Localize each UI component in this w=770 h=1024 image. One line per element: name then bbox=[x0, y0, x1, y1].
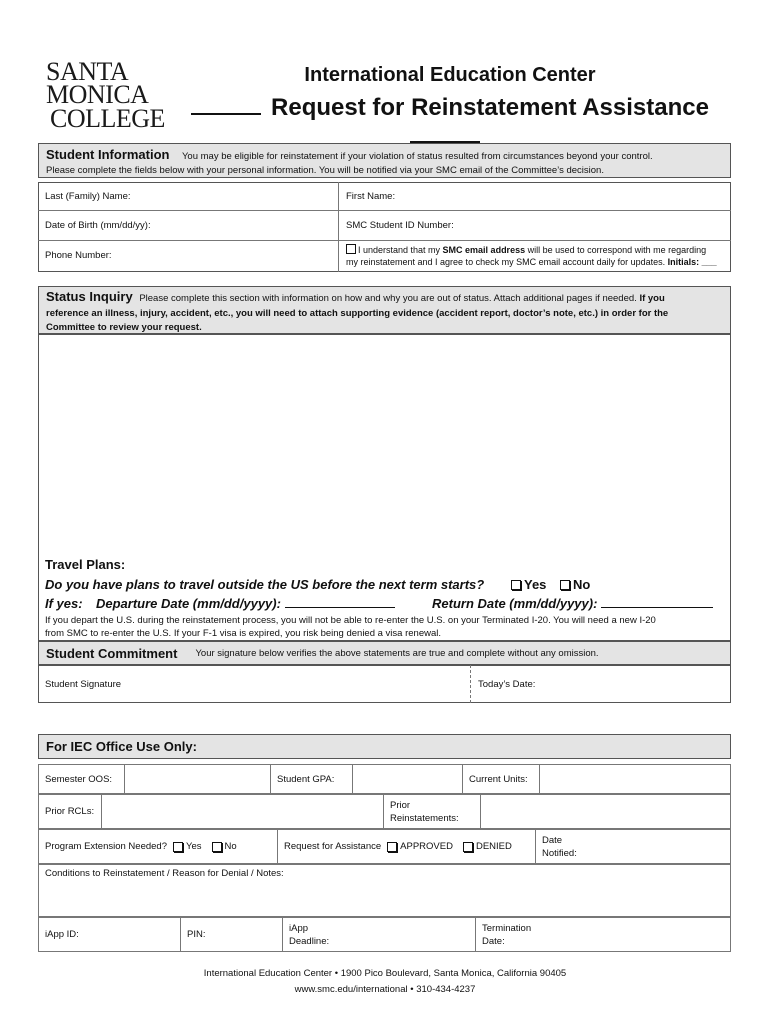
pin-field[interactable] bbox=[180, 917, 283, 952]
travel-question: Do you have plans to travel outside the US before the next term starts? bbox=[45, 577, 485, 592]
semester-oos-input[interactable] bbox=[124, 764, 271, 794]
gpa-label bbox=[270, 764, 353, 794]
prior-rcls-label bbox=[38, 794, 102, 829]
departure-date-field[interactable] bbox=[96, 596, 395, 611]
commitment-title: Student Commitment bbox=[46, 645, 178, 661]
travel-yes-label: Yes bbox=[524, 577, 547, 592]
termination-text-1: Termination bbox=[482, 922, 532, 934]
status-intro-d: Committee to review your request. bbox=[46, 322, 202, 333]
return-date-field[interactable] bbox=[432, 596, 713, 611]
req-assist-text: Request for Assistance bbox=[284, 841, 382, 852]
logo-line-3: COLLEGE bbox=[50, 103, 165, 133]
travel-note bbox=[45, 614, 656, 640]
travel-no-label: No bbox=[573, 577, 591, 592]
return-date-label: Return Date (mm/dd/yyyy): bbox=[432, 596, 602, 611]
consent-text-b: SMC email address bbox=[442, 245, 526, 255]
iapp-id-field[interactable] bbox=[38, 917, 181, 952]
semester-oos-text: Semester OOS: bbox=[45, 773, 113, 785]
status-intro-b: If you bbox=[639, 293, 665, 304]
travel-yes-checkbox[interactable] bbox=[511, 580, 521, 590]
travel-note-1: If you depart the U.S. during the reinstatement process, you will not be able to re-enter the U.S. on your Terminated I-20. You will need a new I-20 bbox=[45, 615, 656, 626]
prior-reinst-text-1: Prior bbox=[390, 799, 411, 811]
pin-text: PIN: bbox=[187, 929, 206, 940]
initials-field[interactable]: Initials: ___ bbox=[667, 257, 717, 267]
prog-ext-no-label: No bbox=[224, 841, 237, 852]
status-intro-c: reference an illness, injury, accident, etc., you will need to attach supporting evidence (accident report, doctor’s note, etc.) in order for the bbox=[46, 307, 669, 319]
college-logo bbox=[46, 57, 165, 133]
page-title bbox=[160, 94, 730, 150]
title-text: Request for Reinstatement Assistance bbox=[271, 94, 709, 121]
status-inquiry-textarea[interactable] bbox=[38, 334, 731, 641]
first-name-field[interactable]: First Name: bbox=[346, 191, 396, 202]
student-id-field[interactable]: SMC Student ID Number: bbox=[346, 220, 454, 231]
program-extension-field bbox=[38, 829, 278, 864]
last-name-field[interactable]: Last (Family) Name: bbox=[45, 191, 131, 202]
prior-reinstatements-input[interactable] bbox=[480, 794, 731, 829]
prog-ext-text: Program Extension Needed? bbox=[45, 841, 167, 852]
conditions-text: Conditions to Reinstatement / Reason for Denial / Notes: bbox=[45, 868, 284, 879]
student-info-intro-2: Please complete the fields below with your personal information. You will be notified via your SMC email of the Committee’s decision. bbox=[46, 165, 604, 176]
denied-label: DENIED bbox=[475, 841, 512, 852]
office-use-title: For IEC Office Use Only: bbox=[46, 739, 197, 754]
gpa-input[interactable] bbox=[352, 764, 463, 794]
footer-contact: www.smc.edu/international • 310-434-4237 bbox=[294, 984, 476, 995]
travel-plans-title: Travel Plans: bbox=[45, 557, 126, 572]
approved-label: APPROVED bbox=[400, 841, 453, 852]
signature-row bbox=[38, 665, 731, 703]
denied-checkbox[interactable] bbox=[463, 842, 473, 852]
student-info-header bbox=[38, 143, 731, 178]
office-use-header bbox=[38, 734, 731, 759]
consent-text-a: I understand that my bbox=[358, 245, 443, 255]
travel-note-2: from SMC to re-enter the U.S. If your F-1 visa is expired, you risk being denied a visa renewal. bbox=[45, 628, 441, 639]
org-heading: International Education Center bbox=[304, 64, 596, 86]
status-inquiry-header bbox=[38, 286, 731, 334]
iapp-id-text: iApp ID: bbox=[45, 929, 79, 940]
dob-field[interactable]: Date of Birth (mm/dd/yy): bbox=[45, 220, 151, 231]
logo-line-2: MONICA bbox=[46, 80, 149, 110]
status-intro-a: Please complete this section with information on how and why you are out of status. Attach additional pages if needed. bbox=[139, 293, 640, 304]
divider bbox=[470, 665, 471, 703]
date-notified-field[interactable] bbox=[535, 829, 731, 864]
approved-checkbox[interactable] bbox=[387, 842, 397, 852]
departure-date-label: Departure Date (mm/dd/yyyy): bbox=[96, 596, 285, 611]
travel-no-checkbox[interactable] bbox=[560, 580, 570, 590]
gpa-text: Student GPA: bbox=[277, 773, 335, 785]
prog-ext-no-checkbox[interactable] bbox=[212, 842, 222, 852]
prior-rcls-input[interactable] bbox=[101, 794, 384, 829]
prior-reinstatements-label bbox=[383, 794, 481, 829]
title-rule-left bbox=[191, 101, 261, 115]
semester-oos-label bbox=[38, 764, 125, 794]
divider bbox=[38, 210, 731, 211]
request-assistance-field bbox=[277, 829, 536, 864]
prog-ext-yes-checkbox[interactable] bbox=[173, 842, 183, 852]
iapp-deadline-text-1: iApp bbox=[289, 922, 309, 934]
status-inquiry-title: Status Inquiry bbox=[46, 289, 133, 304]
commitment-header bbox=[38, 641, 731, 665]
iapp-deadline-text-2: Deadline: bbox=[289, 935, 330, 947]
prog-ext-yes-label: Yes bbox=[186, 841, 202, 852]
logo-line-1: SANTA bbox=[46, 57, 129, 86]
prior-reinst-text-2: Reinstatements: bbox=[390, 812, 459, 824]
student-info-title: Student Information bbox=[46, 147, 170, 162]
iapp-deadline-field[interactable] bbox=[282, 917, 476, 952]
date-notified-text-2: Notified: bbox=[542, 847, 577, 859]
if-yes-label: If yes: bbox=[45, 596, 83, 611]
date-notified-text-1: Date bbox=[542, 834, 563, 846]
divider bbox=[38, 240, 731, 241]
departure-date-line[interactable] bbox=[285, 596, 395, 608]
return-date-line[interactable] bbox=[601, 596, 713, 608]
consent-text-c: will be used to correspond with me regarding bbox=[525, 245, 707, 255]
student-info-intro-1: You may be eligible for reinstatement if your violation of status resulted from circumstances beyond your control. bbox=[181, 151, 653, 162]
phone-field[interactable]: Phone Number: bbox=[45, 250, 112, 261]
conditions-notes-field[interactable] bbox=[38, 864, 731, 917]
footer-address: International Education Center • 1900 Pico Boulevard, Santa Monica, California 90405 bbox=[203, 968, 567, 979]
email-consent bbox=[346, 244, 728, 268]
email-consent-checkbox[interactable] bbox=[346, 244, 356, 254]
divider bbox=[338, 182, 339, 272]
units-text: Current Units: bbox=[469, 773, 528, 785]
consent-text-d: my reinstatement and I agree to check my SMC email account daily for updates. bbox=[346, 257, 668, 267]
title-rule-right bbox=[410, 129, 480, 143]
commitment-text: Your signature below verifies the above statements are true and complete without any omission. bbox=[195, 647, 599, 659]
prior-rcls-text: Prior RCLs: bbox=[45, 806, 95, 817]
travel-yes-option[interactable] bbox=[511, 577, 590, 592]
student-signature-field[interactable]: Student Signature bbox=[45, 679, 122, 690]
termination-date-field[interactable] bbox=[475, 917, 731, 952]
termination-text-2: Date: bbox=[482, 935, 505, 947]
todays-date-field[interactable]: Today’s Date: bbox=[478, 679, 536, 690]
units-input[interactable] bbox=[539, 764, 731, 794]
units-label bbox=[462, 764, 540, 794]
